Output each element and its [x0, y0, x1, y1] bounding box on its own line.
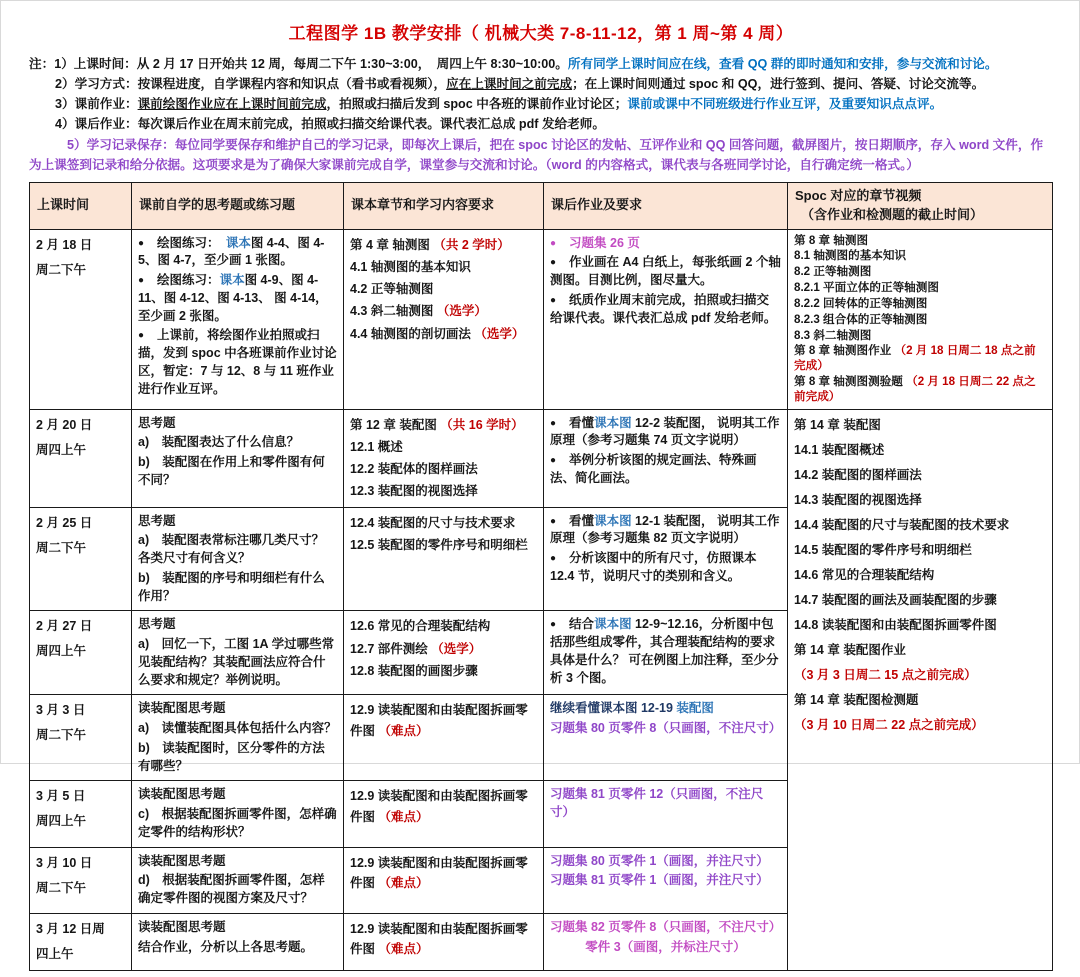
- text-run: 第 14 章 装配图: [794, 417, 881, 432]
- text-run: 图 4-9、图 4-11、图 4-12、图 4-13、 图 4-14，至少画 2 张图。: [138, 273, 328, 323]
- text-run: 课前绘图作业应在上课时间前完成: [137, 97, 327, 112]
- column-header-line: 课前自学的思考题或练习题: [139, 197, 296, 213]
- paragraph: [794, 588, 1046, 613]
- note-line: [29, 114, 1053, 134]
- paragraph: [350, 700, 537, 741]
- text-run: 8.2 正等轴测图: [794, 265, 872, 279]
- text-run: 上课前，将绘图作业拍照或扫描，发到 spoc 中各班课前作业讨论区，暂定：7 与 12、8 与 11 班作业进行作业互评。: [138, 328, 337, 396]
- time-line: 3 月 10 日: [36, 855, 93, 870]
- paragraph: [794, 281, 1046, 296]
- paragraph: [138, 806, 337, 842]
- content-cell: [344, 781, 544, 847]
- text-run: 14.7 装配图的画法及画装配图的步骤: [794, 592, 997, 607]
- text-run: （选学）: [436, 304, 487, 319]
- paragraph: [350, 279, 537, 299]
- text-run: 12.3 装配图的视图选择: [350, 484, 478, 499]
- text-run: 继续看懂课本图 12-19: [550, 701, 677, 716]
- paragraph: [550, 786, 781, 822]
- text-run: a) 读懂装配图具体包括什么内容？: [138, 721, 337, 736]
- paragraph: [550, 939, 781, 957]
- paragraph: [794, 265, 1046, 280]
- paragraph: [350, 235, 537, 255]
- column-header-line: 上课时间: [37, 197, 90, 213]
- paragraph: [794, 538, 1046, 563]
- text-run: 5）学习记录保存：每位同学要保存和维护自己的学习记录，即每次上课后，把在 spoc 讨论区的发帖、互评作业和 QQ 回答问题，截屏图片，按日期顺序，存入 word 文件，作为上课签到记录和给分依据。这项要求是为了确保大家课前完成自学，课堂参与交流和讨论。（word 的内容格式，课代表与各班同学讨论，自行确定统一格式。）: [29, 137, 1044, 172]
- paragraph: [794, 688, 1046, 713]
- text-run: 看懂: [569, 513, 595, 528]
- note-line: [29, 135, 1053, 175]
- text-run: 3）课前作业：: [55, 97, 138, 112]
- paragraph: [138, 272, 337, 325]
- note-line: [29, 54, 1053, 74]
- time-line: 2 月 18 日: [36, 237, 93, 252]
- note-line: [29, 74, 1053, 94]
- paragraph: [550, 550, 781, 586]
- text-run: 结合作业，分析以上各思考题。: [138, 939, 314, 954]
- text-run: 习题集 80 页零件 1（画图，并注尺寸）: [550, 853, 769, 868]
- text-run: 看懂: [569, 415, 595, 430]
- note-line: [29, 94, 1053, 114]
- paragraph: [350, 459, 537, 479]
- text-run: 8.2.3 组合体的正等轴测图: [794, 312, 928, 326]
- text-run: 绘图练习：: [157, 235, 226, 250]
- paragraph: [550, 292, 781, 328]
- paragraph: [138, 570, 337, 606]
- time-cell: [30, 695, 132, 781]
- paragraph: [138, 327, 337, 398]
- text-run: 读装配图思考题: [138, 701, 226, 716]
- column-header-line: （含作业和检测题的截止时间）: [801, 206, 984, 222]
- time-line: 2 月 25 日: [36, 515, 93, 530]
- content-cell: [344, 409, 544, 507]
- text-run: （共 16 学时）: [440, 417, 524, 432]
- prep-cell: [132, 507, 344, 611]
- paragraph: [138, 434, 337, 452]
- paragraph: [138, 720, 337, 738]
- text-run: ；在上课时间则通过 spoc 和 QQ，进行签到、提问、答疑、讨论交流等。: [572, 77, 985, 92]
- paragraph: [138, 415, 337, 433]
- text-run: 第 8 章 轴测图: [794, 233, 869, 247]
- prep-cell: [132, 913, 344, 970]
- paragraph: [550, 235, 781, 253]
- time-cell: [30, 847, 132, 913]
- text-run: 举例分析该图的规定画法、特殊画法、简化画法。: [550, 453, 757, 485]
- table-body: [30, 229, 1053, 970]
- text-run: 14.6 常见的合理装配结构: [794, 567, 935, 582]
- column-header: [132, 182, 344, 229]
- text-run: 读装配图思考题: [138, 787, 226, 802]
- text-run: 习题集 82 页零件 8（只画图，不注尺寸）: [550, 919, 782, 934]
- text-run: （3 月 3 日周二 15 点之前完成）: [794, 667, 977, 682]
- text-run: 思考题: [138, 617, 176, 632]
- text-run: a) 装配图表常标注哪几类尺寸？ 各类尺寸有何含义？: [138, 533, 325, 566]
- paragraph: [794, 613, 1046, 638]
- paragraph: [350, 513, 537, 533]
- paragraph: [138, 939, 337, 957]
- bullet-icon: ●: [550, 515, 557, 527]
- paragraph: [138, 636, 337, 689]
- time-cell: [30, 611, 132, 695]
- paragraph: [138, 919, 337, 937]
- homework-cell: [544, 229, 788, 409]
- column-header: [344, 182, 544, 229]
- paragraph: [794, 488, 1046, 513]
- text-run: 第 14 章 装配图作业: [794, 642, 906, 657]
- paragraph: [350, 639, 537, 659]
- paragraph: [350, 257, 537, 277]
- paragraph: [350, 324, 537, 344]
- paragraph: [550, 452, 781, 488]
- page-title: 工程图学 1B 教学安排（ 机械大类 7-8-11-12，第 1 周~第 4 周）: [288, 24, 794, 43]
- bullet-icon: ●: [138, 330, 145, 342]
- paragraph: [794, 297, 1046, 312]
- text-run: 12.5 装配图的零件序号和明细栏: [350, 537, 528, 552]
- text-run: 14.8 读装配图和由装配图拆画零件图: [794, 617, 997, 632]
- text-run: 第 4 章 轴测图: [350, 237, 434, 252]
- table-row: [30, 229, 1053, 409]
- spoc-cell: [788, 409, 1053, 970]
- paragraph: [794, 663, 1046, 688]
- text-run: 课本图: [594, 415, 632, 430]
- text-run: 课本图: [594, 513, 632, 528]
- text-run: 12.9 读装配图和由装配图拆画零件图: [350, 703, 528, 738]
- paragraph: [550, 254, 781, 290]
- text-run: 14.1 装配图概述: [794, 442, 885, 457]
- homework-cell: [544, 611, 788, 695]
- paragraph: [550, 616, 781, 687]
- text-run: 12.2 装配体的图样画法: [350, 462, 478, 477]
- paragraph: [550, 513, 781, 549]
- text-run: 2）学习方式：按课程进度，自学课程内容和知识点（看书或看视频），: [55, 77, 447, 92]
- prep-cell: [132, 409, 344, 507]
- paragraph: [138, 740, 337, 776]
- paragraph: [794, 313, 1046, 328]
- text-run: 习题集 81 页零件 1（画图，并注尺寸）: [550, 873, 769, 888]
- text-run: a) 装配图表达了什么信息？: [138, 435, 300, 450]
- document-page: [1, 1, 1079, 977]
- paragraph: [138, 853, 337, 871]
- paragraph: [794, 413, 1046, 438]
- text-run: 12-9~12.16，分析图中包括那些组成零件，其合理装配结构的要求具体是什么？ 可在例图上加注释，至少分析 3 个图。: [550, 617, 779, 685]
- time-line: 周四上午: [36, 442, 87, 457]
- text-run: （2 月 18 日周二 18 点之前完成）: [794, 344, 1036, 373]
- paragraph: [350, 481, 537, 501]
- paragraph: [350, 853, 537, 894]
- text-run: 课本图: [594, 617, 632, 632]
- text-run: 14.3 装配图的视图选择: [794, 492, 922, 507]
- paragraph: [550, 872, 781, 890]
- text-run: d) 根据装配图拆画零件图，怎样确定零件图的视图方案及尺寸？: [138, 873, 325, 906]
- text-run: 读装配图思考题: [138, 853, 226, 868]
- paragraph: [794, 513, 1046, 538]
- homework-cell: [544, 695, 788, 781]
- time-cell: [30, 781, 132, 847]
- text-run: （难点）: [378, 809, 429, 824]
- paragraph: [794, 329, 1046, 344]
- homework-cell: [544, 409, 788, 507]
- time-line: 3 月 3 日: [36, 703, 86, 718]
- text-run: 4.4 轴测图的剖切画法: [350, 326, 475, 341]
- text-run: （难点）: [378, 875, 429, 890]
- paragraph: [138, 454, 337, 490]
- paragraph: [350, 415, 537, 435]
- paragraph: [350, 786, 537, 827]
- text-run: 12.6 常见的合理装配结构: [350, 619, 491, 634]
- time-line: 周二下午: [36, 880, 87, 895]
- prep-cell: [132, 847, 344, 913]
- column-header: [544, 182, 788, 229]
- text-run: 课前或课中不同班级进行作业互评，及重要知识点点评。: [627, 97, 943, 112]
- homework-cell: [544, 847, 788, 913]
- text-run: 12.7 部件测绘: [350, 641, 432, 656]
- text-run: a) 回忆一下，工图 1A 学过哪些常见装配结构？其装配画法应符合什么要求和规定？举例说明。: [138, 637, 335, 687]
- table-row: [30, 409, 1053, 507]
- column-header-line: 课本章节和学习内容要求: [351, 197, 495, 213]
- time-cell: [30, 913, 132, 970]
- text-run: 14.4 装配图的尺寸与装配图的技术要求: [794, 517, 1010, 532]
- text-run: 习题集 81 页零件 12（只画图，不注尺寸）: [550, 787, 764, 820]
- time-cell: [30, 229, 132, 409]
- time-line: 周二下午: [36, 540, 87, 555]
- column-header-line: Spoc 对应的章节视频: [795, 187, 922, 203]
- paragraph: [350, 437, 537, 457]
- paragraph: [350, 301, 537, 321]
- text-run: 习题集 26 页: [569, 235, 640, 250]
- text-run: （难点）: [378, 942, 429, 957]
- text-run: （选学）: [431, 641, 482, 656]
- text-run: 所有同学上课时间应在线，查看 QQ 群的即时通知和安排，参与交流和讨论。: [567, 57, 998, 71]
- text-run: 14.5 装配图的零件序号和明细栏: [794, 542, 972, 557]
- text-run: 12.1 概述: [350, 439, 403, 454]
- text-run: （选学）: [474, 326, 525, 341]
- paragraph: [794, 563, 1046, 588]
- text-run: 4）课后作业：每次课后作业在周末前完成，拍照或扫描交给课代表。课代表汇总成 pdf 发给老师。: [55, 117, 605, 132]
- time-line: 周四上午: [36, 644, 87, 659]
- text-run: 图 4-4、图 4-5、图 4-7，至少画 1 张图。: [138, 235, 325, 268]
- paragraph: [794, 713, 1046, 738]
- content-cell: [344, 913, 544, 970]
- text-run: 第 14 章 装配图检测题: [794, 692, 919, 707]
- bullet-icon: ●: [550, 417, 557, 429]
- text-run: 第 8 章 轴测图测验题: [794, 374, 907, 388]
- text-run: 12.4 装配图的尺寸与技术要求: [350, 515, 516, 530]
- paragraph: [138, 700, 337, 718]
- bullet-icon: ●: [550, 455, 557, 467]
- content-cell: [344, 229, 544, 409]
- bullet-icon: ●: [550, 294, 557, 306]
- time-line: 2 月 20 日: [36, 417, 93, 432]
- paragraph: [794, 249, 1046, 264]
- text-run: 第 12 章 装配图: [350, 417, 441, 432]
- bullet-icon: ●: [550, 553, 557, 565]
- bullet-icon: ●: [138, 237, 145, 249]
- text-run: 思考题: [138, 415, 176, 430]
- text-run: （3 月 10 日周二 22 点之前完成）: [794, 717, 984, 732]
- prep-cell: [132, 695, 344, 781]
- paragraph: [350, 535, 537, 555]
- paragraph: [550, 919, 781, 937]
- column-header: [30, 182, 132, 229]
- text-run: 零件 3（画图，并标注尺寸）: [585, 939, 746, 954]
- content-cell: [344, 695, 544, 781]
- time-line: 3 月 12 日周: [36, 921, 105, 936]
- bullet-icon: ●: [550, 257, 557, 269]
- time-line: 周二下午: [36, 262, 87, 277]
- text-run: 8.2.1 平面立体的正等轴测图: [794, 281, 939, 295]
- bullet-icon: ●: [550, 619, 557, 631]
- table-header-row: [30, 182, 1053, 229]
- paragraph: [350, 616, 537, 636]
- column-header: [788, 182, 1053, 229]
- content-cell: [344, 611, 544, 695]
- paragraph: [138, 786, 337, 804]
- paragraph: [350, 919, 537, 960]
- paragraph: [550, 853, 781, 871]
- paragraph: [794, 638, 1046, 663]
- text-run: 思考题: [138, 513, 176, 528]
- text-run: 第 8 章 轴测图作业: [794, 344, 895, 358]
- time-line: 2 月 27 日: [36, 619, 93, 634]
- paragraph: [794, 375, 1046, 405]
- text-run: （2 月 18 日周二 22 点之前完成）: [794, 374, 1036, 403]
- time-line: 周二下午: [36, 728, 87, 743]
- content-cell: [344, 847, 544, 913]
- paragraph: [138, 616, 337, 634]
- text-run: b) 读装配图时，区分零件的方法有哪些？: [138, 740, 325, 773]
- prep-cell: [132, 781, 344, 847]
- time-line: 四上午: [36, 946, 74, 961]
- text-run: （难点）: [378, 723, 429, 738]
- text-run: 8.2.2 回转体的正等轴测图: [794, 296, 928, 310]
- text-run: 12.9 读装配图和由装配图拆画零件图: [350, 855, 528, 890]
- paragraph: [138, 513, 337, 531]
- text-run: 作业画在 A4 白纸上，每张纸画 2 个轴测图。目测比例，图尽量大。: [550, 255, 781, 288]
- text-run: 装配图: [676, 701, 714, 716]
- paragraph: [794, 463, 1046, 488]
- text-run: b) 装配图的序号和明细栏有什么作用？: [138, 570, 325, 603]
- text-run: 课本: [225, 235, 251, 250]
- text-run: c) 根据装配图拆画零件图，怎样确定零件的结构形状？: [138, 807, 337, 839]
- paragraph: [794, 344, 1046, 374]
- text-run: ，拍照或扫描后发到 spoc 中各班的课前作业讨论区；: [326, 97, 628, 112]
- schedule-table: [29, 182, 1053, 971]
- text-run: 12.9 读装配图和由装配图拆画零件图: [350, 921, 528, 957]
- text-run: 分析该图中的所有尺寸，仿照课本 12.4 节，说明尺寸的类别和含义。: [550, 551, 757, 583]
- text-run: 4.2 正等轴测图: [350, 282, 434, 297]
- time-cell: [30, 409, 132, 507]
- text-run: 4.1 轴测图的基本知识: [350, 259, 471, 274]
- paragraph: [138, 872, 337, 908]
- text-run: b) 装配图在作用上和零件图有何不同？: [138, 455, 325, 487]
- paragraph: [794, 234, 1046, 249]
- paragraph: [138, 235, 337, 271]
- content-cell: [344, 507, 544, 611]
- text-run: 结合: [569, 617, 595, 632]
- text-run: 14.2 装配图的图样画法: [794, 467, 922, 482]
- text-run: 绘图练习：: [157, 273, 220, 288]
- time-line: 3 月 5 日: [36, 789, 86, 804]
- text-run: 纸质作业周末前完成，拍照或扫描交给课代表。课代表汇总成 pdf 发给老师。: [550, 292, 777, 325]
- paragraph: [550, 415, 781, 451]
- text-run: 12-2 装配图， 说明其工作原理（参考习题集 74 页文字说明）: [550, 415, 780, 448]
- text-run: 课本: [219, 273, 245, 288]
- text-run: 习题集 80 页零件 8（只画图，不注尺寸）: [550, 721, 782, 736]
- prep-cell: [132, 229, 344, 409]
- paragraph: [138, 532, 337, 568]
- homework-cell: [544, 913, 788, 970]
- prep-cell: [132, 611, 344, 695]
- paragraph: [550, 720, 781, 738]
- text-run: 应在上课时间之前完成: [446, 77, 573, 92]
- paragraph: [550, 700, 781, 718]
- text-run: 12-1 装配图， 说明其工作原理（参考习题集 82 页文字说明）: [550, 513, 780, 546]
- text-run: 8.3 斜二轴测图: [794, 328, 872, 342]
- homework-cell: [544, 507, 788, 611]
- bullet-icon: ●: [138, 275, 145, 287]
- spoc-cell: [788, 229, 1053, 409]
- text-run: （共 2 学时）: [433, 237, 510, 252]
- column-header-line: 课后作业及要求: [551, 197, 643, 213]
- text-run: 12.8 装配图的画图步骤: [350, 663, 478, 678]
- text-run: 8.1 轴测图的基本知识: [794, 249, 907, 263]
- paragraph: [794, 438, 1046, 463]
- text-run: 4.3 斜二轴测图: [350, 304, 437, 319]
- time-line: 周四上午: [36, 814, 87, 829]
- notes: [29, 54, 1053, 175]
- paragraph: [350, 661, 537, 681]
- text-run: 读装配图思考题: [138, 919, 226, 934]
- text-run: 注：1）上课时间：从 2 月 17 日开始共 12 周，每周二下午 1:30~3:00， 周四上午 8:30~10:00。: [29, 57, 568, 71]
- homework-cell: [544, 781, 788, 847]
- text-run: 12.9 读装配图和由装配图拆画零件图: [350, 789, 528, 824]
- time-cell: [30, 507, 132, 611]
- bullet-icon: ●: [550, 237, 557, 249]
